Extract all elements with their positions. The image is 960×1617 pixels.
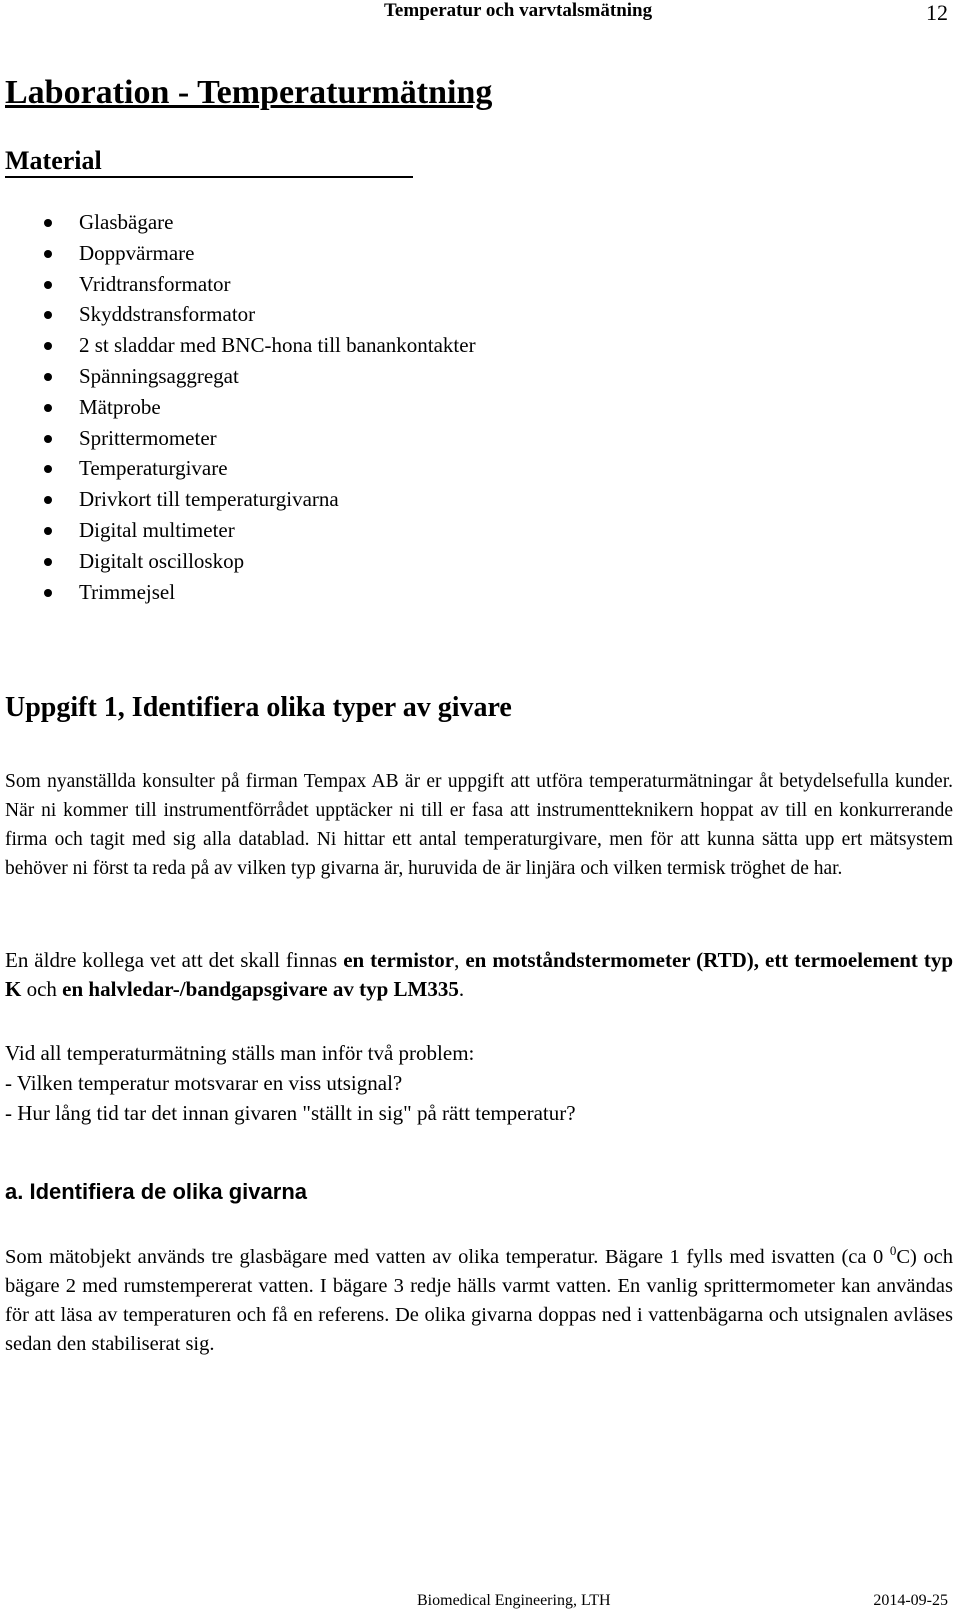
list-item: Sprittermometer	[0, 423, 476, 454]
list-item: Spänningsaggregat	[0, 361, 476, 392]
list-item: Glasbägare	[0, 207, 476, 238]
list-item: Skyddstransformator	[0, 299, 476, 330]
bullet-icon	[44, 342, 52, 350]
footer-date: 2014-09-25	[873, 1592, 948, 1609]
bullet-icon	[44, 558, 52, 566]
bullet-icon	[44, 281, 52, 289]
bullet-icon	[44, 373, 52, 381]
list-item: Drivkort till temperaturgivarna	[0, 484, 476, 515]
list-item: Doppvärmare	[0, 238, 476, 269]
bullet-icon	[44, 589, 52, 597]
list-item: Trimmejsel	[0, 577, 476, 608]
list-item: Temperaturgivare	[0, 453, 476, 484]
list-item: Mätprobe	[0, 392, 476, 423]
list-item: 2 st sladdar med BNC-hona till banankontakter	[0, 330, 476, 361]
task1-paragraph-1: Som nyanställda konsulter på firman Tempax AB är er uppgift att utföra temperaturmätningar åt betydelsefulla kunder. När ni kommer till instrumentförrådet upptäcker ni till er fasa att instrumentteknikern hoppat av till en konkurrerande firma och tagit med sig alla datablad. Ni hittar ett antal temperaturgivare, men för att kunna sätta upp ert mätsystem behöver ni först ta reda på av vilken typ givarna är, huruvida de är linjära och vilken termisk tröghet de har.	[5, 771, 953, 879]
material-heading: Material	[5, 146, 102, 175]
running-header-title: Temperatur och varvtalsmätning	[384, 0, 653, 21]
list-item: Vridtransformator	[0, 269, 476, 300]
bullet-icon	[44, 250, 52, 258]
problem-item: - Vilken temperatur motsvarar en viss utsignal?	[5, 1071, 403, 1095]
bullet-icon	[44, 527, 52, 535]
material-underline	[5, 176, 413, 178]
bullet-icon	[44, 219, 52, 227]
subsection-a-paragraph: Som mätobjekt används tre glasbägare med vatten av olika temperatur. Bägare 1 fylls med isvatten (ca 0 $^0$C) och bägare 2 med rumstempererat vatten. I bägare 3 redje hälls varmt vatten. En vanlig sprittermometer kan användas för att läsa av temperaturen och få en referens. De olika givarna doppas ned i vattenbägarna och utsignalen avläses sedan den stabiliserat sig.	[5, 1243, 953, 1355]
task1-paragraph-3	[5, 1038, 953, 1128]
list-item: Digitalt oscilloskop	[0, 546, 476, 577]
bullet-icon	[44, 496, 52, 504]
bullet-icon	[44, 435, 52, 443]
bullet-icon	[44, 465, 52, 473]
page-title: Laboration - Temperaturmätning	[5, 74, 493, 111]
list-item: Digital multimeter	[0, 515, 476, 546]
bullet-icon	[44, 404, 52, 412]
page-number: 12	[926, 0, 948, 25]
footer-institution: Biomedical Engineering, LTH	[417, 1592, 611, 1609]
material-list	[0, 207, 476, 607]
bullet-icon	[44, 311, 52, 319]
problem-intro: Vid all temperaturmätning ställs man inför två problem:	[5, 1041, 475, 1065]
subsection-a-heading: a. Identifiera de olika givarna	[5, 1179, 307, 1204]
task1-paragraph-2: En äldre kollega vet att det skall finnas en termistor, en motståndstermometer (RTD), ett termoelement typ K och en halvledar-/bandgapsgivare av typ LM335.	[5, 948, 954, 1001]
task1-heading: Uppgift 1, Identifiera olika typer av givare	[5, 692, 512, 723]
problem-item: - Hur lång tid tar det innan givaren "ställt in sig" på rätt temperatur?	[5, 1101, 576, 1125]
